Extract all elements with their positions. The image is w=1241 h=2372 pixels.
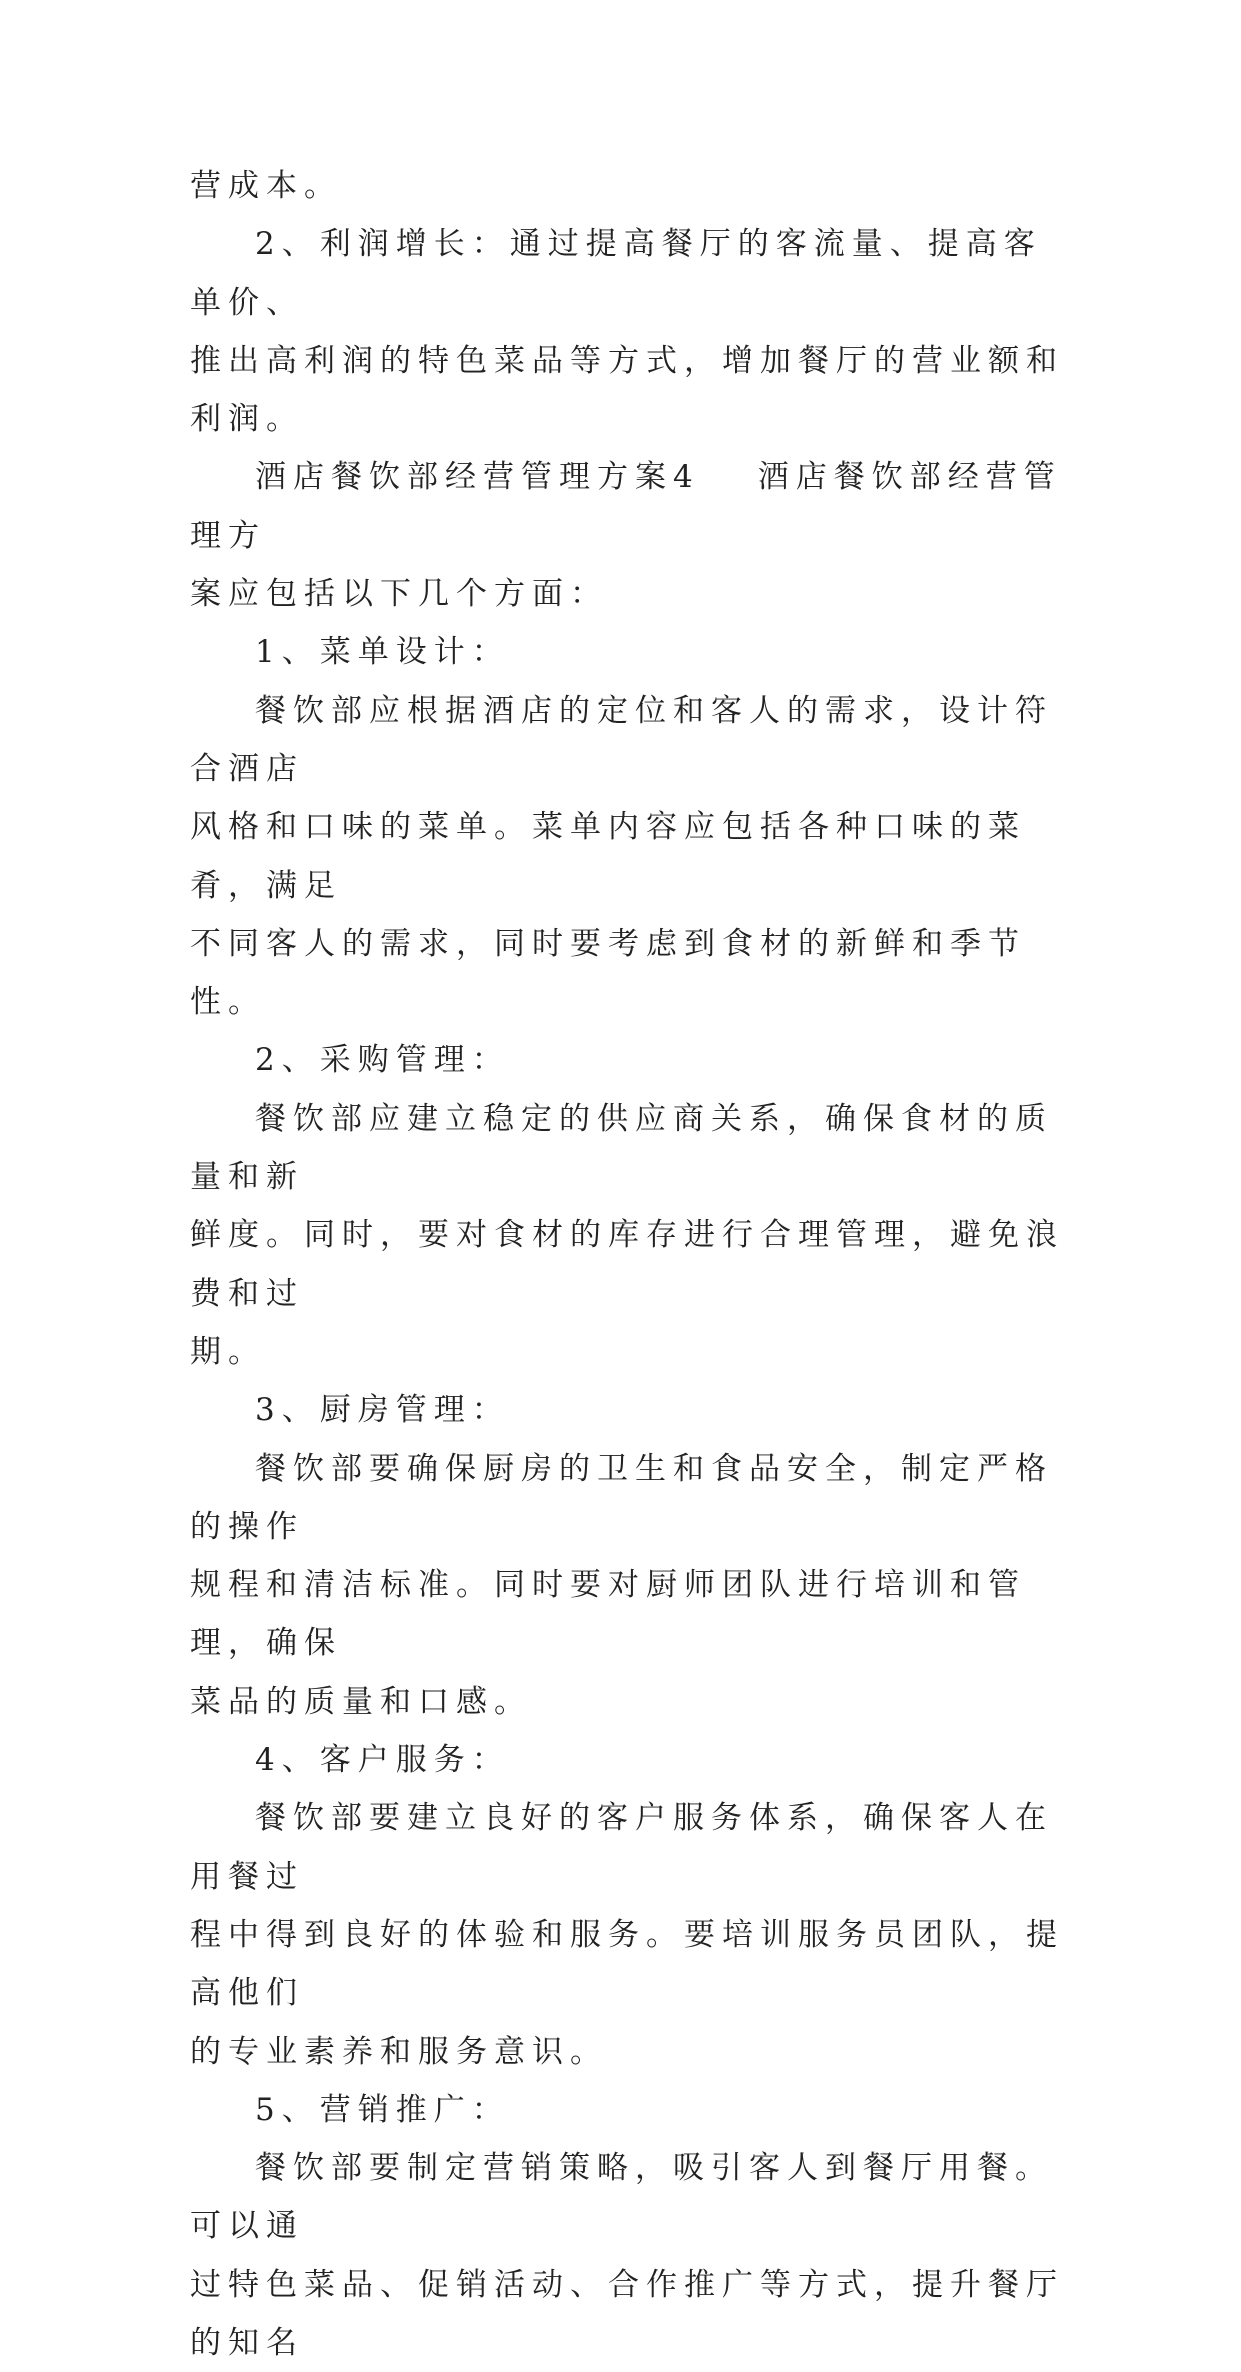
text-line: 鲜度。同时，要对食材的库存进行合理管理，避免浪费和过 [190, 1217, 1064, 1312]
text-line: 餐饮部应建立稳定的供应商关系，确保食材的质量和新 [190, 1100, 1053, 1196]
text-line: 期。 [190, 1333, 266, 1370]
section-title: 酒店餐饮部经营管理方案4 [255, 459, 700, 496]
section-heading-line [190, 448, 1070, 565]
text-line: 案应包括以下几个方面： [190, 576, 608, 613]
item-heading: 3、厨房管理： [255, 1392, 510, 1429]
text-line: 餐饮部应根据酒店的定位和客人的需求，设计符合酒店 [190, 692, 1053, 787]
text-line: 餐饮部要确保厨房的卫生和食品安全，制定严格的操作 [190, 1450, 1053, 1545]
item-heading: 4、客户服务： [255, 1742, 510, 1779]
body-text [190, 157, 1070, 2372]
item-heading: 2、采购管理： [255, 1042, 510, 1079]
text-line: 菜品的质量和口感。 [190, 1683, 532, 1720]
text-line: 餐饮部要建立良好的客户服务体系，确保客人在用餐过 [190, 1800, 1053, 1895]
text-line: 程中得到良好的体验和服务。要培训服务员团队，提高他们 [190, 1916, 1064, 2012]
text-line: 餐饮部要制定营销策略，吸引客人到餐厅用餐。可以通 [190, 2150, 1053, 2245]
text-line: 不同客人的需求，同时要考虑到食材的新鲜和季节性。 [190, 925, 1026, 1021]
text-line: 推出高利润的特色菜品等方式，增加餐厅的营业额和利润。 [190, 342, 1064, 438]
text-line: 的专业素养和服务意识。 [190, 2033, 608, 2070]
item-heading: 1、菜单设计： [255, 634, 510, 671]
text-line: 营成本。 [190, 168, 342, 204]
text-line: 过特色菜品、促销活动、合作推广等方式，提升餐厅的知名 [190, 2266, 1064, 2361]
text-line: 2、利润增长：通过提高餐厅的客流量、提高客单价、 [190, 226, 1042, 321]
text-line: 风格和口味的菜单。菜单内容应包括各种口味的菜肴，满足 [190, 809, 1026, 904]
item-heading: 5、营销推广： [255, 2091, 510, 2128]
text-line: 规程和清洁标准。同时要对厨师团队进行培训和管理，确保 [190, 1567, 1026, 1662]
section-intro: 酒店餐饮部经营管理方 [190, 459, 1062, 554]
